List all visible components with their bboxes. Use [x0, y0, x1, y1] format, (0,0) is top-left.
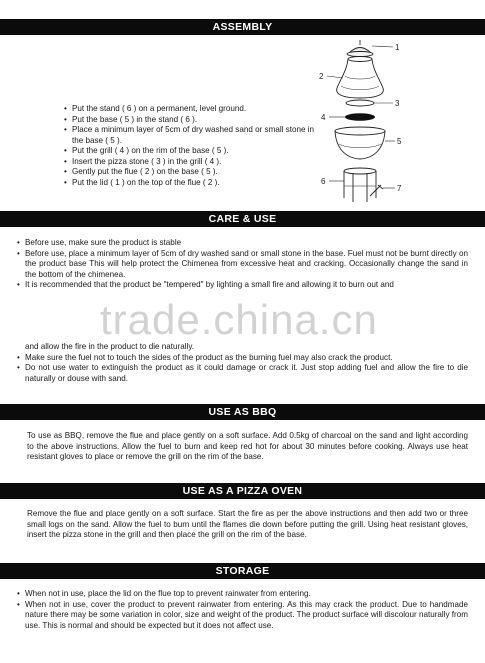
grill-part — [345, 113, 375, 121]
list-item: • Place a minimum layer of 5cm of dry washed sand or small stone in the base ( 5 ). — [64, 125, 316, 146]
label-3: 3 — [395, 99, 400, 108]
flue-part — [337, 57, 384, 99]
care-header — [0, 211, 485, 227]
base-part — [335, 127, 385, 159]
list-item: • Before use, make sure the product is stable — [17, 238, 468, 249]
pizza-text: Remove the flue and place gently on a soft surface. Start the fire as per the above instructions and then add two or three small logs on the sand. Allow the fuel to burn until the flames die down before putting the grill. Using heat resistant gloves, insert the pizza stone in the grill and then place the grill on the rim of the base. — [27, 509, 468, 539]
list-item: • Put the lid ( 1 ) on the top of the flue ( 2 ). — [64, 178, 316, 189]
assembly-header — [0, 19, 485, 35]
label-4: 4 — [321, 113, 326, 122]
assembly-diagram — [315, 36, 415, 206]
label-6: 6 — [321, 177, 326, 186]
bbq-title: USE AS BBQ — [208, 406, 277, 418]
list-item: • When not in use, cover the product to prevent rainwater from entering. As this may crack the product. Due to handmade nature there may be some variation in color, size and weight of the product. The product surface will discolour naturally from use. This is normal and should be expected but it does not affect use. — [17, 600, 468, 632]
list-item: • Put the base ( 5 ) in the stand ( 6 ). — [64, 115, 316, 126]
list-item: • Gently put the flue ( 2 ) on the base ( 5 ). — [64, 167, 316, 178]
watermark: trade.china.cn — [100, 296, 378, 343]
pizza-header — [0, 483, 485, 499]
list-item-continuation: and allow the fire in the product to die naturally. — [25, 342, 195, 351]
list-item: • Put the grill ( 4 ) on the rim of the base ( 5 ). — [64, 146, 316, 157]
lid-part — [347, 40, 373, 57]
assembly-title: ASSEMBLY — [212, 21, 273, 33]
label-2: 2 — [319, 72, 324, 81]
label-1: 1 — [395, 43, 400, 52]
screw-part — [370, 185, 383, 196]
bbq-text: To use as BBQ, remove the flue and place gently on a soft surface. Add 0.5kg of charcoal on the sand and light according to the above instructions. Allow the fuel to burn and keep red hot for about 30 minutes before cooking. Always use heat resistant gloves to place or remove the grill on the rim of the base. — [27, 431, 468, 461]
assembly-steps — [64, 104, 316, 188]
stand-part — [344, 168, 376, 202]
list-item: • Before use, place a minimum layer of 5cm of dry washed sand or small stone in the base. Fuel must not be burnt directly on the product base This will help protect the Chimenea from excessive heat and cracking. Occasionally change the sand in the bottom of the chimenea. — [17, 249, 468, 281]
list-item: • Put the stand ( 6 ) on a permanent, level ground. — [64, 104, 316, 115]
list-item: • It is recommended that the product be "tempered" by lighting a small fire and allowing it to burn out and — [17, 280, 468, 291]
bbq-header — [0, 404, 485, 420]
care-list — [17, 238, 468, 291]
list-item: • Insert the pizza stone ( 3 ) in the grill ( 4 ). — [64, 157, 316, 168]
care-title: CARE & USE — [208, 213, 277, 225]
list-item: • Do not use water to extinguish the product as it could damage or crack it. Just stop adding fuel and allow the fire to die naturally or douse with sand. — [17, 363, 468, 384]
label-7: 7 — [397, 184, 402, 193]
label-5: 5 — [397, 137, 402, 146]
pizza-title: USE AS A PIZZA OVEN — [182, 485, 303, 497]
storage-list — [17, 589, 468, 631]
storage-header — [0, 563, 485, 579]
list-item: • Make sure the fuel not to touch the sides of the product as the burning fuel may also crack the product. — [17, 353, 468, 364]
care-list-continued — [17, 342, 468, 384]
storage-title: STORAGE — [215, 565, 270, 577]
pizza-stone-part — [346, 100, 374, 106]
list-item: • When not in use, place the lid on the flue top to prevent rainwater from entering. — [17, 589, 468, 600]
